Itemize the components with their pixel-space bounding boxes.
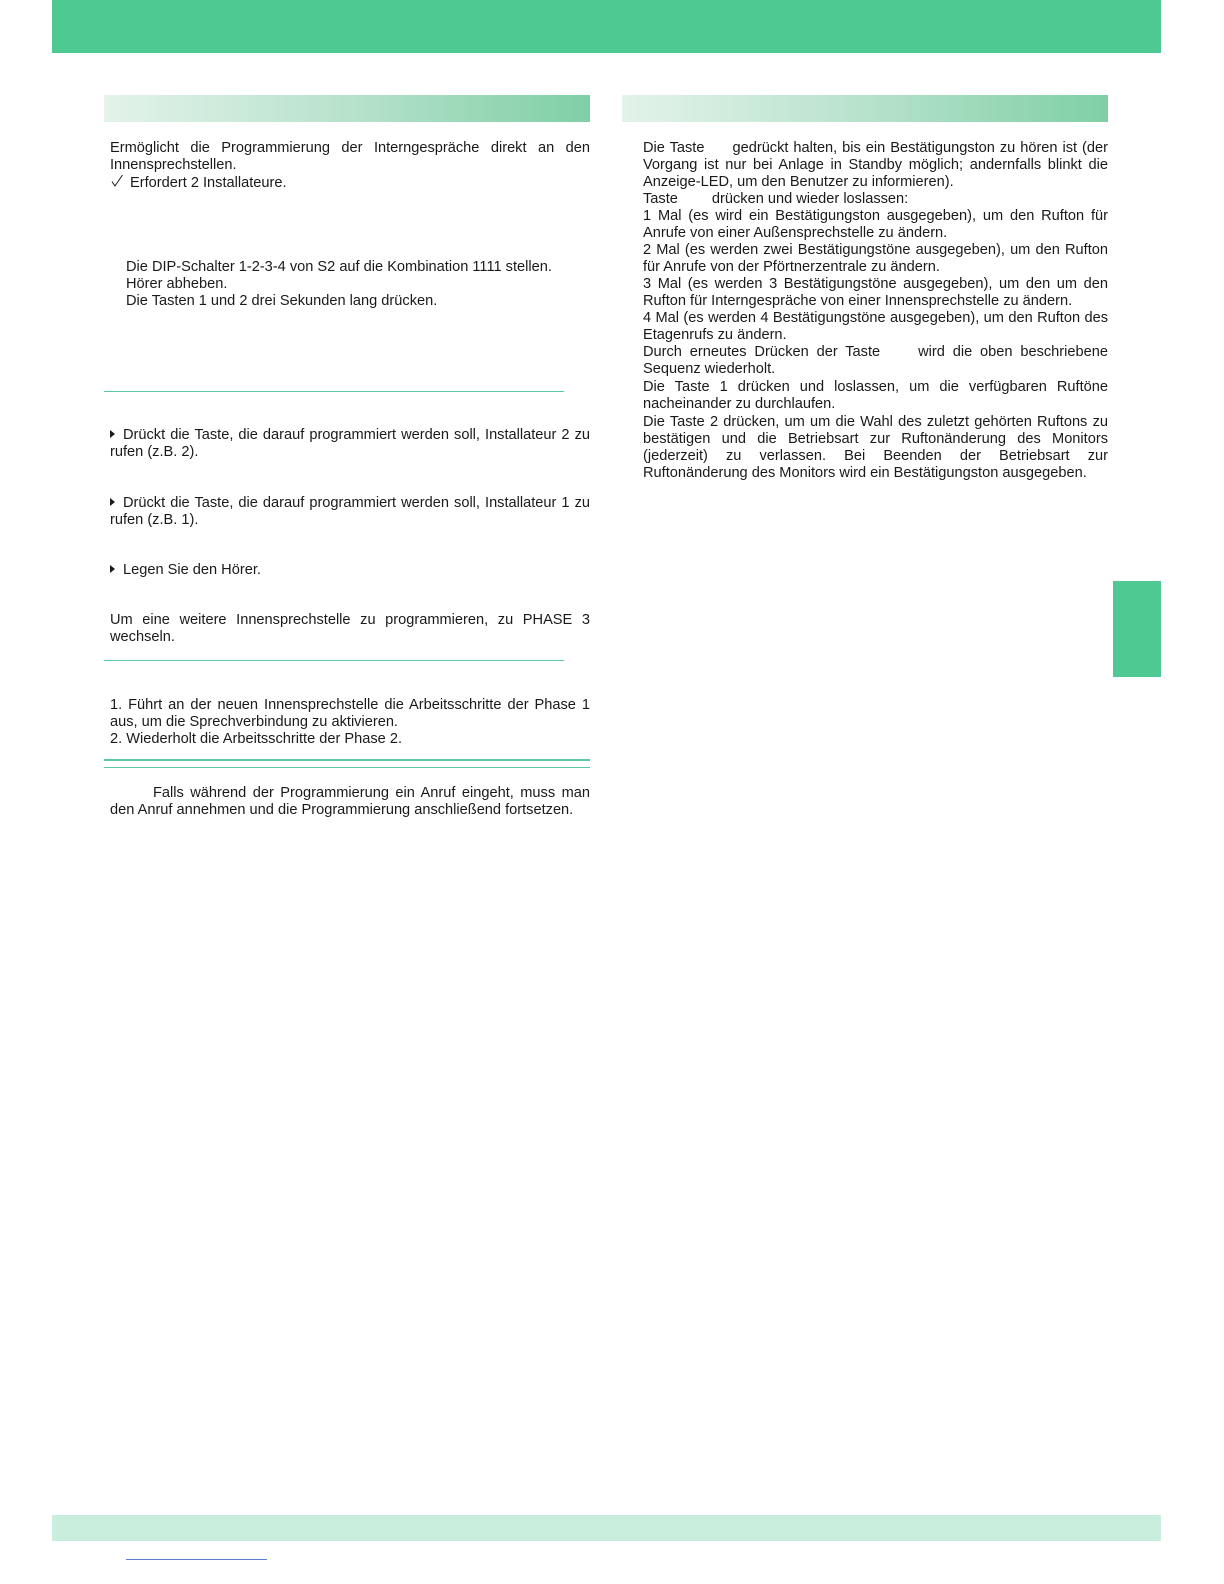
right-section-header-bar [622, 95, 1108, 122]
phase2-step-b: Drückt die Taste, die darauf programmiert werden soll, Installateur 1 zu rufen (z.B. 1). [110, 495, 590, 528]
check-icon [110, 174, 124, 188]
phase1-steps [126, 259, 586, 310]
instruction-press-key: Taste drücken und wieder loslassen: [643, 191, 909, 207]
footer-link-underline [126, 1559, 267, 1560]
phase3-steps [110, 697, 590, 748]
phase3-step: 2. Wiederholt die Arbeitsschritte der Phase 2. [110, 731, 403, 747]
phase1-step: Die DIP-Schalter 1-2-3-4 von S2 auf die Kombination 1111 stellen. [126, 259, 552, 275]
option-2: 2 Mal (es werden zwei Bestätigungstöne ausgegeben), um den Rufton für Anrufe von der Pförtnerzentrale zu ändern. [643, 242, 1108, 275]
footer-band [52, 1515, 1161, 1541]
phase3-step: 1. Führt an der neuen Innensprechstelle die Arbeitsschritte der Phase 1 aus, um die Sprechverbindung zu aktivieren. [110, 697, 590, 730]
right-column-text [643, 140, 1108, 482]
side-chapter-tab [1113, 581, 1161, 677]
note-rule-bottom [104, 767, 590, 768]
phase1-step: Hörer abheben. [126, 276, 228, 292]
header-band [52, 0, 1161, 53]
note-text: Falls während der Programmierung ein Anruf eingeht, muss man den Anruf annehmen und die Programmierung anschließend fortsetzen. [110, 785, 590, 818]
section-divider [104, 391, 564, 392]
phase2-step-a: Drückt die Taste, die darauf programmiert werden soll, Installateur 2 zu rufen (z.B. 2). [110, 427, 590, 460]
instruction-key-2: Die Taste 2 drücken, um um die Wahl des zuletzt gehörten Ruftons zu bestätigen und die Betriebsart zur Ruftonänderung des Monitors (jederzeit) zu verlassen. Bei Beenden der Betriebsart zur Ruftonänderung des Monitors wird ein Bestätigungston ausgegeben. [643, 414, 1108, 481]
phase2-note: Um eine weitere Innensprechstelle zu programmieren, zu PHASE 3 wechseln. [110, 612, 590, 645]
phase1-step: Die Tasten 1 und 2 drei Sekunden lang drücken. [126, 293, 438, 309]
option-1: 1 Mal (es wird ein Bestätigungston ausgegeben), um den Rufton für Anrufe von einer Außensprechstelle zu ändern. [643, 208, 1108, 241]
instruction-key-1: Die Taste 1 drücken und loslassen, um die verfügbaren Ruftöne nacheinander zu durchlaufen. [643, 379, 1108, 412]
intro-text: Ermöglicht die Programmierung der Interngespräche direkt an den Innensprechstellen. [110, 140, 590, 173]
section-divider [104, 660, 564, 661]
requirement-line [110, 174, 590, 192]
instruction-hold-key: Die Taste gedrückt halten, bis ein Bestätigungston zu hören ist (der Vorgang ist nur bei Anlage in Standby möglich; andernfalls blinkt die Anzeige-LED, um den Benutzer zu informieren). [643, 140, 1108, 190]
instruction-repeat: Durch erneutes Drücken der Taste wird die oben beschriebene Sequenz wiederholt. [643, 344, 1108, 377]
note-rule-top [104, 759, 590, 761]
option-4: 4 Mal (es werden 4 Bestätigungstöne ausgegeben), um den Rufton des Etagenrufs zu ändern. [643, 310, 1108, 343]
option-3: 3 Mal (es werden 3 Bestätigungstöne ausgegeben), um den um den Rufton für Interngespräche von einer Innensprechstelle zu ändern. [643, 276, 1108, 309]
requirement-text: Erfordert 2 Installateure. [130, 175, 287, 191]
left-section-header-bar [104, 95, 590, 122]
phase2-step-c: Legen Sie den Hörer. [110, 562, 590, 579]
